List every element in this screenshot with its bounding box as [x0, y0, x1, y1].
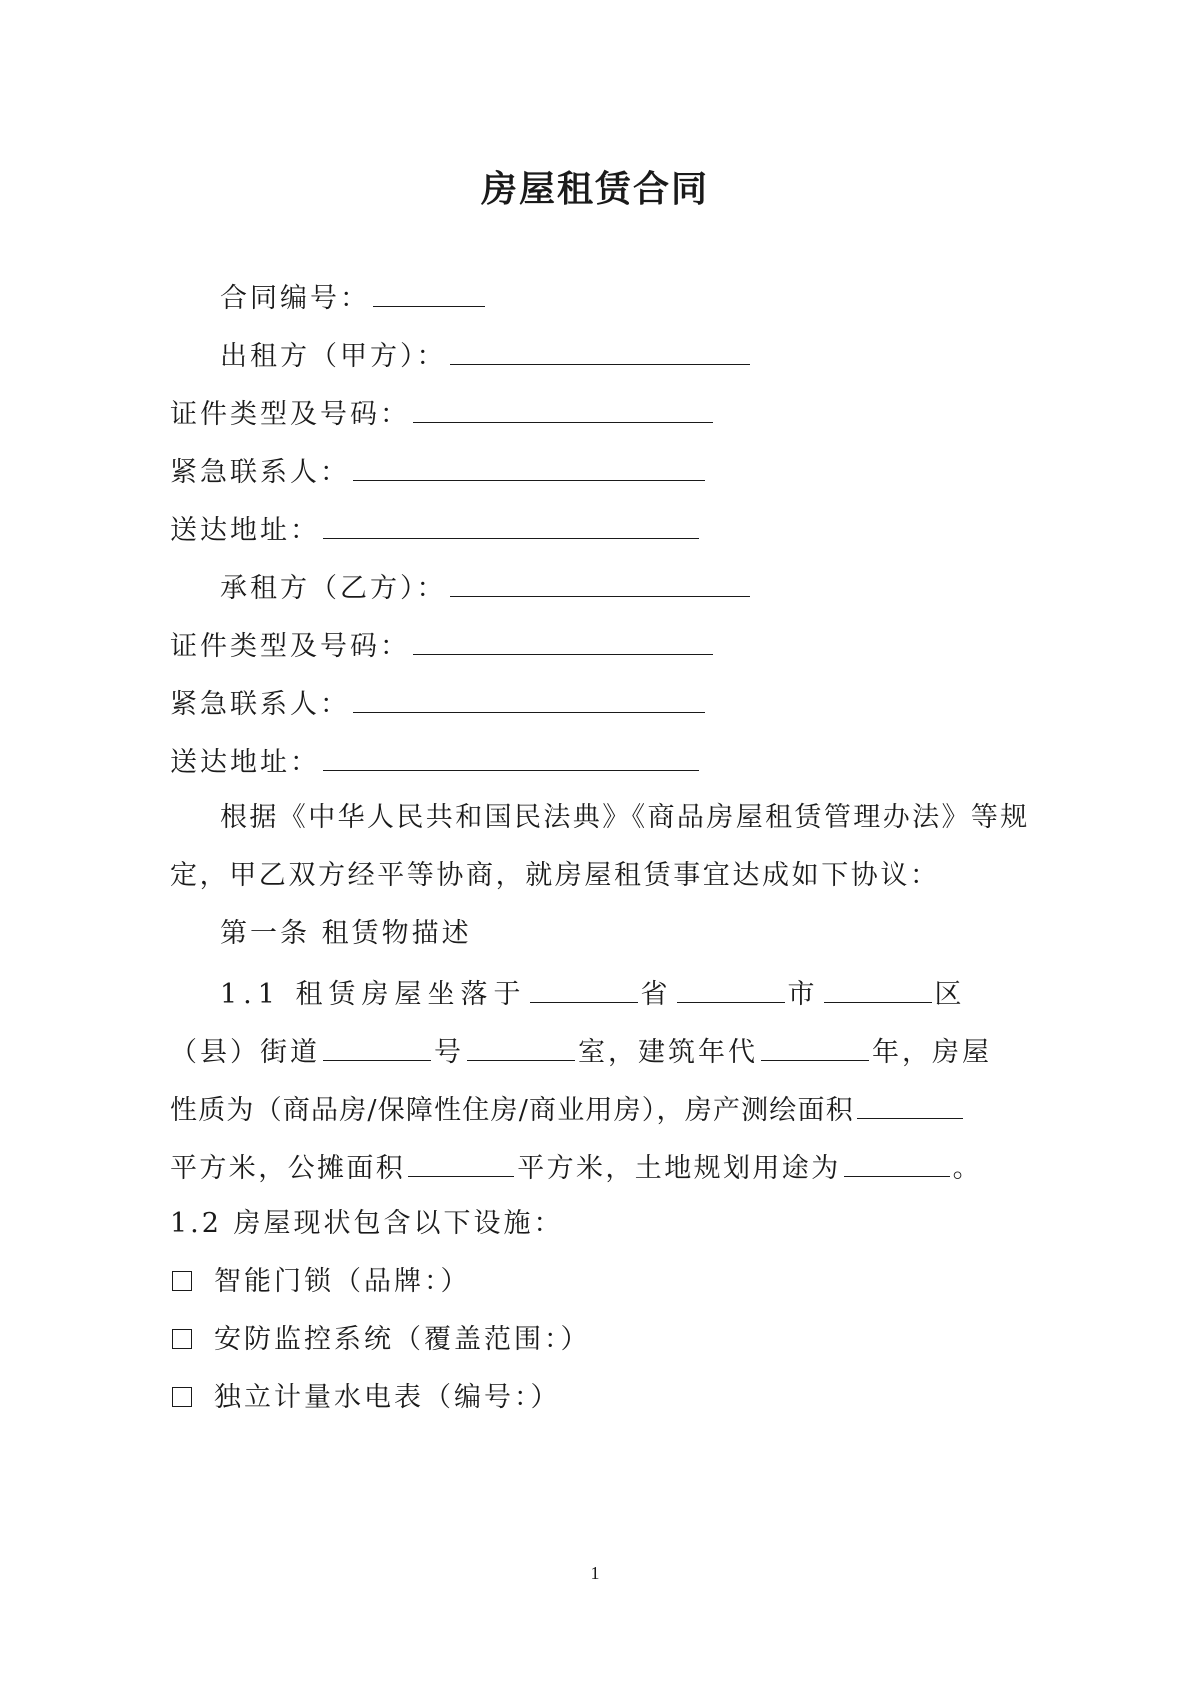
land-use-blank[interactable]: [844, 1146, 950, 1177]
lessor-id-label: 证件类型及号码：: [170, 399, 410, 430]
lessee-id-blank[interactable]: [413, 624, 713, 655]
checkbox[interactable]: [172, 1329, 192, 1349]
lessee-contact-blank[interactable]: [353, 682, 705, 713]
article-1-heading: 第一条 租赁物描述: [220, 918, 472, 949]
year-blank[interactable]: [761, 1030, 869, 1061]
page-number: 1: [590, 1563, 600, 1583]
lessee-label: 承租方（乙方）：: [220, 573, 447, 604]
lessor-contact-row: [170, 450, 708, 493]
clause-1-1-prefix: 1.1 租赁房屋坐落于: [220, 979, 527, 1010]
number-blank[interactable]: [467, 1030, 575, 1061]
contract-number-blank[interactable]: [373, 276, 485, 307]
lessor-address-blank[interactable]: [323, 508, 699, 539]
district-blank[interactable]: [824, 972, 932, 1003]
lessor-contact-blank[interactable]: [353, 450, 705, 481]
preamble-line-1: 根据《中华人民共和国民法典》《商品房屋租赁管理办法》等规: [220, 802, 1030, 833]
facility-label: 智能门锁（品牌：）: [214, 1266, 471, 1297]
street-blank[interactable]: [323, 1030, 431, 1061]
lessee-blank[interactable]: [450, 566, 750, 597]
facility-label: 安防监控系统（覆盖范围：）: [214, 1324, 591, 1355]
clause-end: 。: [952, 1153, 983, 1184]
lessor-id-row: [170, 392, 716, 435]
lessee-contact-row: [170, 682, 708, 725]
facility-item-security: [172, 1320, 591, 1360]
lessee-address-label: 送达地址：: [170, 747, 320, 778]
nature-label: 性质为（商品房/保障性住房/商业用房），房产测绘面积: [170, 1095, 854, 1126]
survey-area-blank[interactable]: [857, 1088, 963, 1119]
district-label: 区: [934, 979, 968, 1010]
lessor-address-label: 送达地址：: [170, 515, 320, 546]
checkbox[interactable]: [172, 1271, 192, 1291]
preamble-line-2: 定，甲乙双方经平等协商，就房屋租赁事宜达成如下协议：: [170, 860, 940, 891]
province-label: 省: [640, 979, 674, 1010]
lessee-address-blank[interactable]: [323, 740, 699, 771]
number-label: 号: [434, 1037, 464, 1068]
lessor-id-blank[interactable]: [413, 392, 713, 423]
clause-1-1-line-3: [170, 1088, 966, 1131]
contract-number-label: 合同编号：: [220, 283, 370, 314]
lessor-contact-label: 紧急联系人：: [170, 457, 350, 488]
city-blank[interactable]: [677, 972, 785, 1003]
room-label: 室，建筑年代: [578, 1037, 758, 1068]
clause-1-1-line-1: [220, 972, 968, 1015]
facility-item-smart-lock: [172, 1262, 471, 1302]
clause-1-2: 1.2 房屋现状包含以下设施：: [170, 1208, 564, 1239]
shared-area-blank[interactable]: [408, 1146, 514, 1177]
lessee-id-row: [170, 624, 716, 667]
year-label: 年，房屋: [872, 1037, 992, 1068]
clause-1-1-line-4: [170, 1146, 982, 1189]
lessor-address-row: [170, 508, 702, 551]
lessor-blank[interactable]: [450, 334, 750, 365]
lessee-id-label: 证件类型及号码：: [170, 631, 410, 662]
lessor-row: [220, 334, 753, 377]
document-title: 房屋租赁合同: [480, 169, 709, 210]
shared-area-label: 平方米，公摊面积: [170, 1153, 406, 1184]
clause-1-1-line-2: [170, 1030, 992, 1073]
lessee-contact-label: 紧急联系人：: [170, 689, 350, 720]
land-use-label: 平方米，土地规划用途为: [517, 1153, 841, 1184]
lessor-label: 出租方（甲方）：: [220, 341, 447, 372]
city-label: 市: [787, 979, 821, 1010]
facility-item-meter: [172, 1378, 561, 1418]
contract-number-row: [220, 276, 488, 319]
checkbox[interactable]: [172, 1387, 192, 1407]
lessee-row: [220, 566, 753, 609]
county-street-label: （县）街道: [170, 1037, 320, 1068]
province-blank[interactable]: [530, 972, 638, 1003]
facility-label: 独立计量水电表（编号：）: [214, 1382, 561, 1413]
lessee-address-row: [170, 740, 702, 783]
